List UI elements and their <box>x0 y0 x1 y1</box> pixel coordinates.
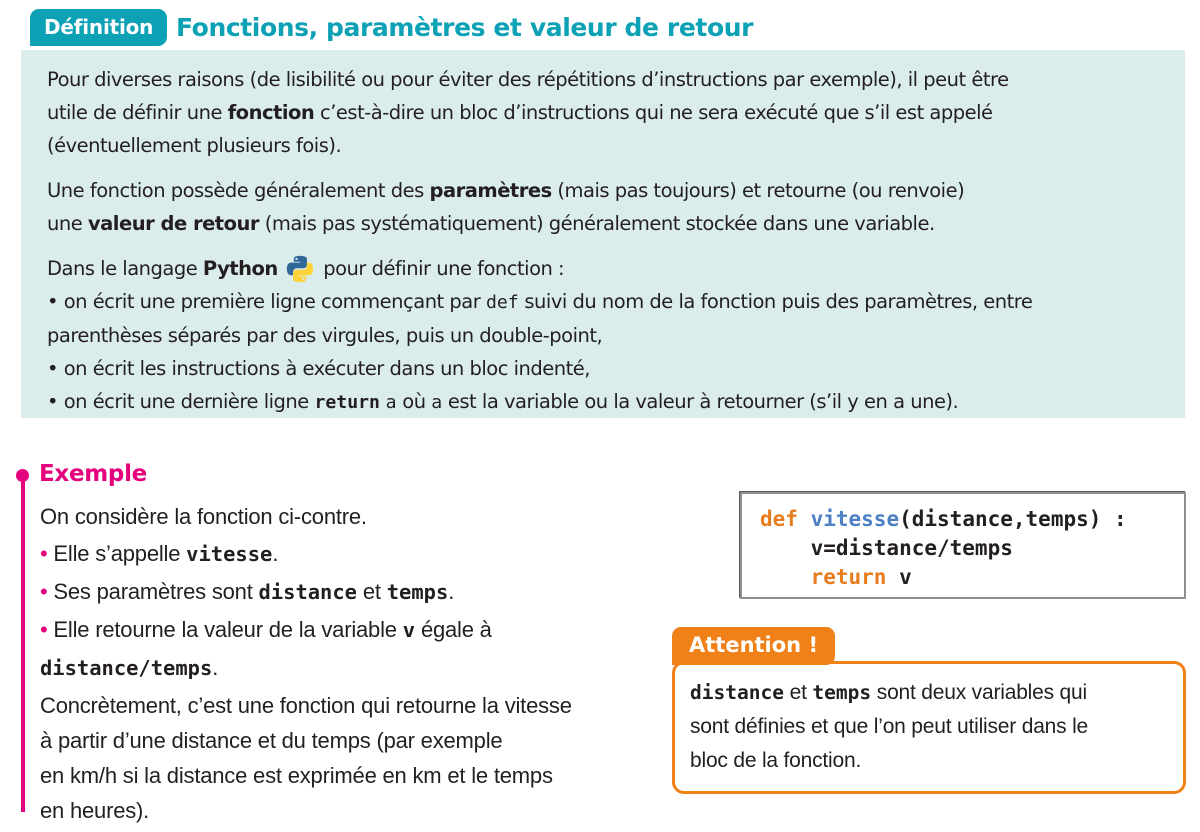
example-heading: Exemple <box>39 461 147 487</box>
definition-paragraph-3: Dans le langage Python pour définir une fonction : • on écrit une première ligne commençant par def suivi du nom de la fonction puis des paramètres, entre parenthèses séparés par des virgules, puis un double-point, • on écrit les instructions à exécuter dans un bloc indenté, • on écrit une dernière ligne return a où a est la variable ou la valeur à retourner (s’il y en a une). <box>47 252 1159 418</box>
code-box <box>740 492 1186 599</box>
definition-box <box>21 50 1185 418</box>
example-bullet-list: On considère la fonction ci-contre. • Elle s’appelle vitesse. • Ses paramètres sont distance et temps. • Elle retourne la valeur de la variable v égale à distance/temps. <box>40 504 492 680</box>
attention-badge: Attention ! <box>672 627 835 665</box>
code-line-return: return v <box>810 565 912 589</box>
code-line-def: def vitesse(distance,temps) : <box>760 507 1127 531</box>
attention-box <box>672 661 1186 794</box>
definition-title: Fonctions, paramètres et valeur de retour <box>176 13 754 42</box>
code-line-assign: v=distance/temps <box>760 536 1013 560</box>
example-conclusion: Concrètement, c’est une fonction qui retourne la vitesse à partir d’une distance et du temps (par exemple en km/h si la distance est exprimée en km et le temps en heures). <box>40 693 572 823</box>
attention-body: distance et temps sont deux variables qui sont définies et que l’on peut utiliser dans le bloc de la fonction. <box>690 681 1089 772</box>
definition-badge: Définition <box>30 9 167 46</box>
definition-paragraph-2: Une fonction possède généralement des paramètres (mais pas toujours) et retourne (ou renvoie) une valeur de retour (mais pas systématiquement) généralement stockée dans une variable. <box>47 179 965 235</box>
python-logo-icon <box>285 254 315 284</box>
definition-paragraph-1: Pour diverses raisons (de lisibilité ou pour éviter des répétitions d’instructions par exemple), il peut être utile de définir une fonction c’est-à-dire un bloc d’instructions qui ne sera exécuté que s’il est appelé (éventuellement plusieurs fois). <box>47 68 1009 157</box>
example-vertical-rule <box>21 478 25 812</box>
